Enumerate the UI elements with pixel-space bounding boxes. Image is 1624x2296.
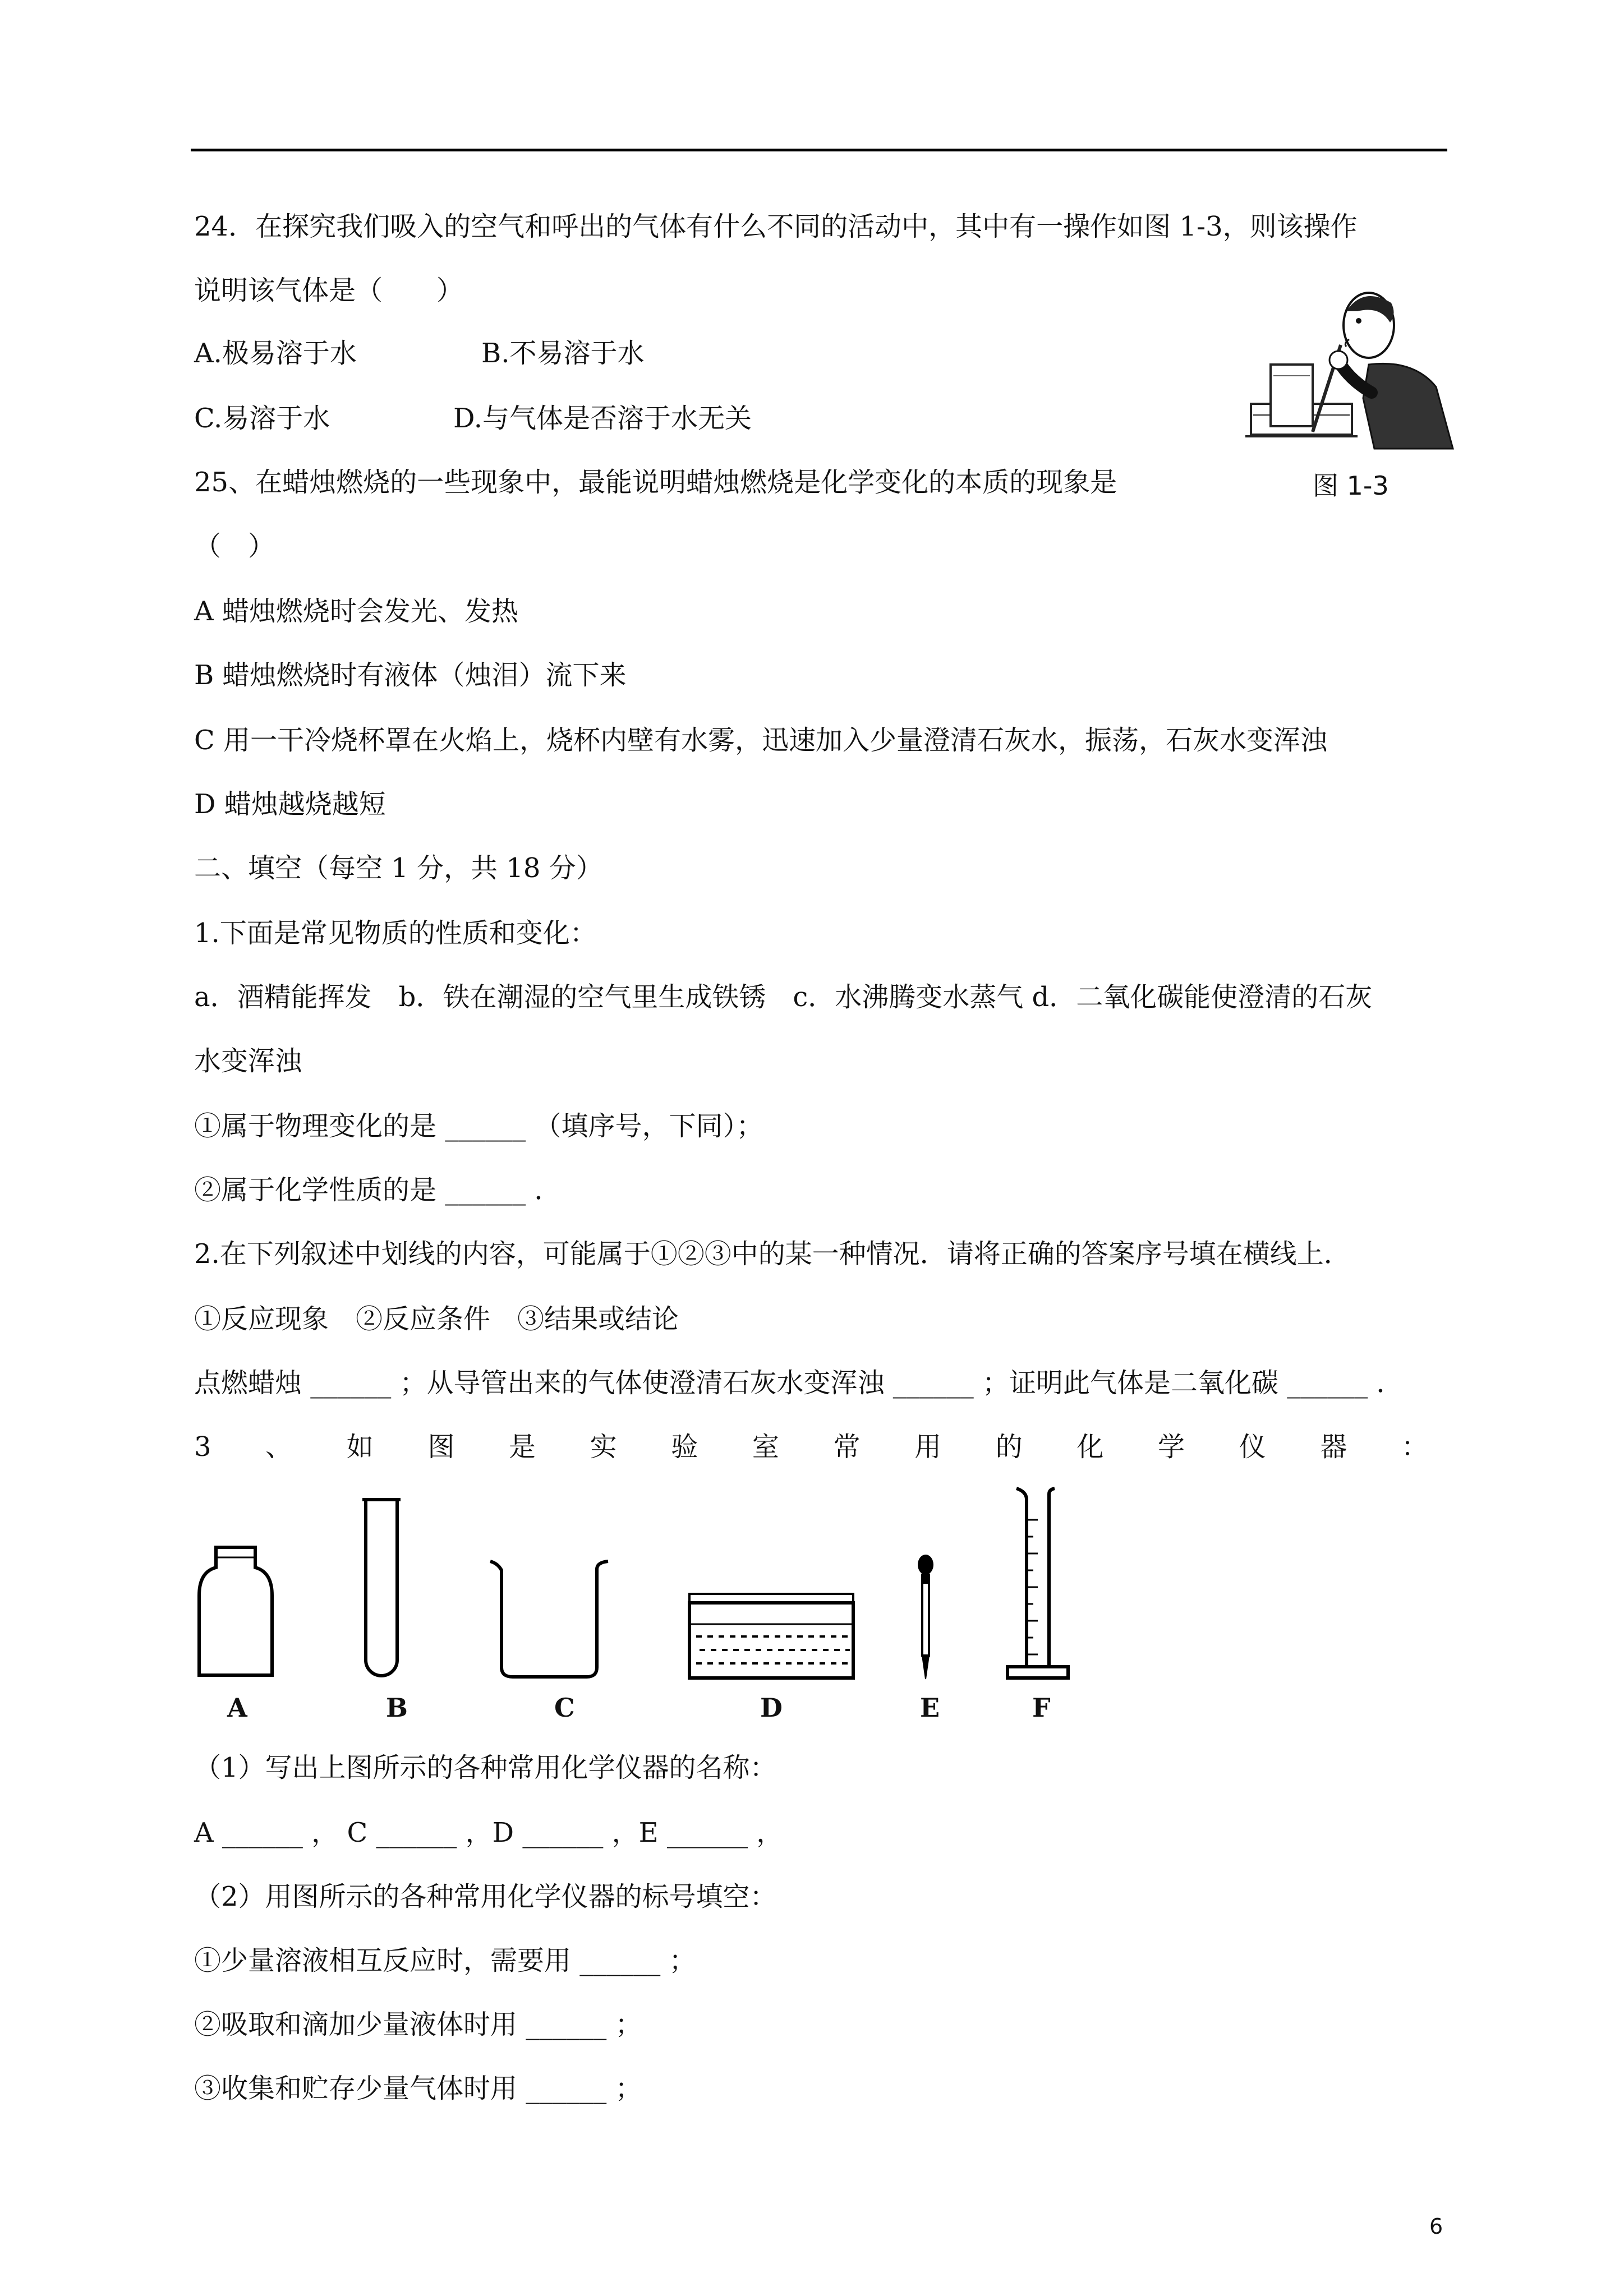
f3-sub2: （2）用图所示的各种常用化学仪器的标号填空：	[194, 1881, 777, 1912]
f3-sub1-blanks: A ______ ， C ______ ，D ______ ，E ______ ，	[194, 1817, 784, 1848]
f3-stem-char: 的	[995, 1431, 1023, 1463]
q25-option-b: B 蜡烛燃烧时有液体（烛泪）流下来	[194, 660, 627, 691]
f3-stem-char: 器	[1320, 1431, 1347, 1463]
f3-sub2-b: ②吸取和滴加少量液体时用 ______ ；	[194, 2009, 642, 2040]
apparatus-label-e: E	[920, 1693, 940, 1723]
f3-stem-char: 是	[509, 1431, 536, 1463]
apparatus-label-a: A	[227, 1693, 247, 1723]
f3-stem-char: 用	[914, 1431, 942, 1463]
page-number: 6	[1429, 2214, 1443, 2239]
f3-stem-char: 3	[194, 1431, 211, 1463]
f3-sub2-c: ③收集和贮存少量气体时用 ______ ；	[194, 2073, 642, 2104]
q25-option-a: A 蜡烛燃烧时会发光、发热	[194, 596, 518, 627]
f1-items-line2: 水变浑浊	[194, 1045, 302, 1077]
figure-caption: 图 1-3	[1313, 471, 1389, 501]
f1-sub2: ②属于化学性质的是 ______ ．	[194, 1174, 562, 1206]
q24-stem-line1: 24．在探究我们吸入的空气和呼出的气体有什么不同的活动中，其中有一操作如图 1-3，则该操作	[194, 211, 1358, 242]
apparatus-b-test-tube-icon	[359, 1497, 404, 1682]
f3-stem-char: 仪	[1239, 1431, 1266, 1463]
q25-stem-line1: 25、在蜡烛燃烧的一些现象中，最能说明蜡烛燃烧是化学变化的本质的现象是	[194, 467, 1117, 498]
f1-sub1: ①属于物理变化的是 ______ （填序号，下同）；	[194, 1110, 763, 1142]
figure-person-blowing-illustration	[1240, 280, 1464, 454]
f1-items-line1: a．酒精能挥发 b．铁在潮湿的空气里生成铁锈 c．水沸腾变水蒸气 d．二氧化碳能使澄清的石灰	[194, 981, 1373, 1013]
apparatus-d-water-trough-icon	[687, 1592, 855, 1681]
f3-stem-char: ：	[1401, 1431, 1428, 1463]
apparatus-a-gas-jar-icon	[194, 1545, 278, 1680]
apparatus-c-beaker-icon	[488, 1558, 611, 1681]
f3-stem-char: 化	[1076, 1431, 1104, 1463]
q24-option-b: B.不易溶于水	[481, 338, 645, 369]
apparatus-label-c: C	[554, 1693, 575, 1723]
f3-stem-char: 如	[346, 1431, 374, 1463]
section-heading: 二、填空（每空 1 分，共 18 分）	[194, 852, 603, 884]
q25-option-d: D 蜡烛越烧越短	[194, 789, 386, 820]
f3-stem-char: 实	[590, 1431, 617, 1463]
apparatus-label-d: D	[760, 1693, 783, 1723]
f3-stem-char: 、	[265, 1431, 293, 1463]
apparatus-label-f: F	[1032, 1693, 1051, 1723]
f3-sub2-a: ①少量溶液相互反应时，需要用 ______ ；	[194, 1945, 696, 1976]
f2-stem: 2.在下列叙述中划线的内容，可能属于①②③中的某一种情况．请将正确的答案序号填在横线上．	[194, 1238, 1351, 1270]
apparatus-label-b: B	[386, 1693, 408, 1723]
apparatus-e-dropper-icon	[912, 1552, 940, 1681]
f3-stem-char: 常	[833, 1431, 861, 1463]
f2-choices: ①反应现象 ②反应条件 ③结果或结论	[194, 1303, 679, 1335]
f3-stem-char: 图	[427, 1431, 455, 1463]
header-rule	[191, 149, 1447, 151]
q25-stem-line2: （ ）	[194, 531, 275, 562]
q25-option-c: C 用一干冷烧杯罩在火焰上，烧杯内壁有水雾，迅速加入少量澄清石灰水，振荡，石灰水变浑浊	[194, 725, 1327, 756]
f3-sub1: （1）写出上图所示的各种常用化学仪器的名称：	[194, 1752, 777, 1783]
q24-option-c: C.易溶于水	[194, 403, 330, 434]
f3-stem	[194, 1430, 1428, 1464]
f1-stem: 1.下面是常见物质的性质和变化：	[194, 918, 597, 949]
f3-stem-char: 验	[671, 1431, 698, 1463]
q24-stem-line2: 说明该气体是（ ）	[194, 275, 464, 306]
q24-option-d: D.与气体是否溶于水无关	[453, 403, 752, 434]
f3-stem-char: 室	[752, 1431, 779, 1463]
f2-sentence: 点燃蜡烛 ______ ；从导管出来的气体使澄清石灰水变浑浊 ______ ；证明此气体是二氧化碳 ______ ．	[194, 1367, 1404, 1399]
apparatus-f-graduated-cylinder-icon	[1004, 1486, 1071, 1682]
q24-option-a: A.极易溶于水	[194, 338, 357, 369]
f3-stem-char: 学	[1158, 1431, 1185, 1463]
